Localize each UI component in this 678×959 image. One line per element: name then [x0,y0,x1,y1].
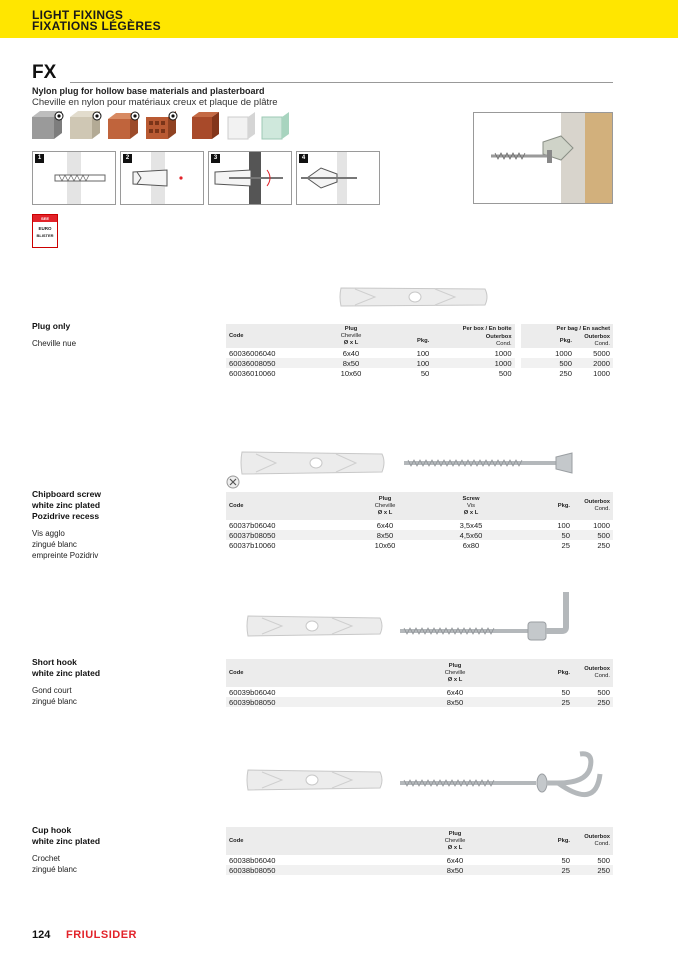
category-title: LIGHT FIXINGS [32,8,124,22]
col-code: Code [226,659,402,687]
col-plug: Plug Cheville Ø x L [342,492,428,520]
product-subtitle-en: Nylon plug for hollow base materials and plasterboard [32,86,265,96]
col-outerbox: Outerbox Cond. [573,659,613,687]
section-title: Plug only [32,321,71,331]
col-code: Code [226,827,402,855]
stone-block-icon [70,111,101,139]
col-screw: Screw Vis Ø x L [428,492,514,520]
install-step-1 [32,151,116,205]
col-outerbox: Outerbox Cond. [573,827,613,855]
col-plug: Plug Cheville Ø x L [402,827,508,855]
table-row: 60038b08050 8x50 25 250 [226,865,613,875]
col-bag-outer: Outerbox Cond. [575,334,613,348]
col-box-outer: Outerbox Cond. [432,334,514,348]
installed-plug-photo [473,112,613,204]
brick-icon [108,112,139,139]
col-pkg: Pkg. [508,659,573,687]
step-number: 1 [35,154,44,163]
product-name: FX [32,62,57,83]
table-row: 60037b10060 10x60 6x80 25 250 [229,540,610,550]
col-code: Code [226,492,342,520]
insert-plug-diagram [121,152,203,204]
install-step-2 [120,151,204,205]
euro-blister-badge [32,214,58,248]
badge-euro: EURO [38,226,52,231]
table-row: 60039b06040 6x40 50 500 [229,687,610,697]
category-title-fr: FIXATIONS LÉGÈRES [32,19,161,33]
expanded-plug-diagram [297,152,379,204]
install-step-4 [296,151,380,205]
col-pkg: Pkg. [508,827,573,855]
plug-and-screw-image [226,440,586,490]
drill-hole-diagram [33,152,115,204]
col-box-pkg: Pkg. [384,334,432,348]
material-icons [30,111,300,143]
table-row: 60036006040 6x40 100 1000 1000 5000 [229,348,610,358]
table-row: 60038b06040 6x40 50 500 [229,855,610,865]
chipboard-screw-table [226,492,613,550]
step-number: 2 [123,154,132,163]
table-row: 60037b08050 8x50 4,5x60 50 500 [226,530,613,540]
col-bag-pkg: Pkg. [521,334,575,348]
col-code: Code [226,324,318,348]
col-plug: Plug Cheville Ø x L [318,324,384,348]
cup-hook-table [226,827,613,875]
badge-blister: BLISTER [36,233,54,238]
step-number: 4 [299,154,308,163]
col-per-bag: Per bag / En sachet [521,324,613,334]
plug-and-cup-hook-image [240,750,620,820]
section-subtitle: Crochet zingué blanc [32,854,77,874]
green-board-icon [262,112,289,139]
col-outerbox: Outerbox Cond. [573,492,613,520]
solid-brick-icon [192,112,219,139]
plug-only-table [226,324,613,378]
product-subtitle-fr: Cheville en nylon pour matériaux creux et plaque de plâtre [32,97,278,108]
section-title: Chipboard screw white zinc plated Pozidrive recess [32,489,101,521]
col-per-box: Per box / En boîte [384,324,515,334]
screw-in-diagram [209,152,291,204]
brand-logo: FRIULSIDER [66,929,137,941]
badge-top: SEE [33,215,57,222]
section-title: Short hook white zinc plated [32,657,101,678]
table-row: 60036008050 8x50 100 1000 500 2000 [226,358,613,368]
section-subtitle: Cheville nue [32,339,77,348]
table-row: 60037b06040 6x40 3,5x45 100 1000 [229,520,610,530]
table-row: 60036010060 10x60 50 500 250 1000 [229,368,610,378]
title-divider [70,82,613,83]
page-number: 124 [32,929,51,941]
section-subtitle: Gond court zingué blanc [32,686,77,706]
col-plug: Plug Cheville Ø x L [402,659,508,687]
hollow-brick-icon [146,111,177,139]
short-hook-table [226,659,613,707]
step-number: 3 [211,154,220,163]
plug-image [335,280,495,314]
table-row: 60039b08050 8x50 25 250 [226,697,613,707]
plasterboard-icon [228,112,255,139]
section-title: Cup hook white zinc plated [32,825,101,846]
plug-and-short-hook-image [240,586,580,650]
section-subtitle: Vis agglo zingué blanc empreinte Pozidriv [32,529,99,560]
install-step-3 [208,151,292,205]
header-band [0,0,678,38]
concrete-block-icon [32,111,63,139]
col-pkg: Pkg. [514,492,573,520]
